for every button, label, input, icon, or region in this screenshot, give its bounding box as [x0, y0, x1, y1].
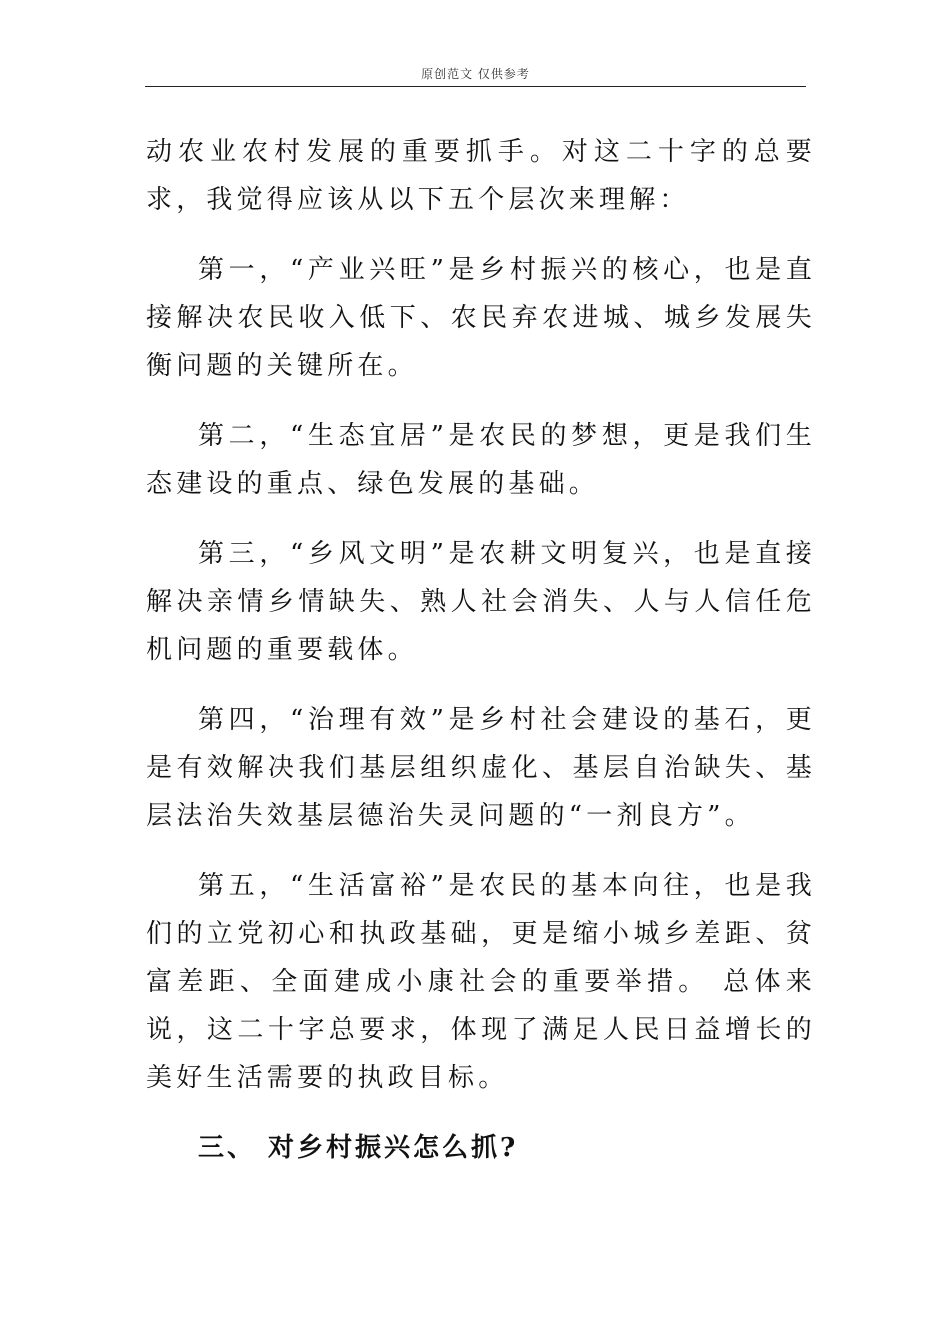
document-body: [146, 128, 816, 1172]
paragraph-point-1: 第一，“产业兴旺”是乡村振兴的核心，也是直接解决农民收入低下、农民弃农进城、城乡发展失衡问题的关键所在。: [146, 255, 816, 381]
header-text: 原创范文 仅供参考: [421, 67, 530, 81]
paragraph-point-3: 第三，“乡风文明”是农耕文明复兴，也是直接解决亲情乡情缺失、熟人社会消失、人与人信任危机问题的重要载体。: [146, 539, 816, 665]
paragraph-point-2: 第二，“生态宜居”是农民的梦想，更是我们生态建设的重点、绿色发展的基础。: [146, 421, 816, 499]
page-header: [145, 66, 806, 87]
paragraph-continuation: 动农业农村发展的重要抓手。对这二十字的总要求，我觉得应该从以下五个层次来理解：: [146, 137, 816, 215]
paragraph-point-5: 第五，“生活富裕”是农民的基本向往，也是我们的立党初心和执政基础，更是缩小城乡差距、贫富差距、全面建成小康社会的重要举措。 总体来说，这二十字总要求，体现了满足人民日益增长的美好生活需要的执政目标。: [146, 871, 816, 1093]
section-heading: 三、 对乡村振兴怎么抓?: [198, 1133, 519, 1163]
paragraph-point-4: 第四，“治理有效”是乡村社会建设的基石，更是有效解决我们基层组织虚化、基层自治缺失、基层法治失效基层德治失灵问题的“一剂良方”。: [146, 705, 816, 831]
